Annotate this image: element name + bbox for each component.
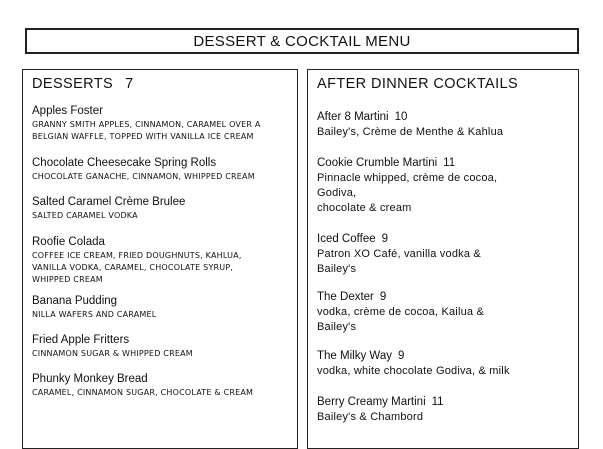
cocktail-item: [317, 232, 481, 277]
dessert-desc-line: NILLA WAFERS AND CARAMEL: [32, 310, 157, 319]
cocktail-name: Berry Creamy Martini: [317, 396, 426, 408]
dessert-name: Chocolate Cheesecake Spring Rolls: [32, 157, 217, 169]
dessert-desc-line: CHOCOLATE GANACHE, CINNAMON, WHIPPED CREAM: [32, 172, 255, 181]
cocktail-desc-line: Godiva,: [317, 187, 357, 199]
dessert-item: [32, 372, 253, 399]
cocktail-name: Iced Coffee: [317, 233, 376, 245]
dessert-desc-line: CARAMEL, CINNAMON SUGAR, CHOCOLATE & CREAM: [32, 388, 254, 397]
cocktail-price: 10: [394, 111, 408, 123]
dessert-item: [32, 235, 242, 286]
cocktail-desc-line: Bailey's: [317, 321, 357, 333]
desserts-heading: [32, 76, 134, 92]
dessert-desc-line: CINNAMON SUGAR & WHIPPED CREAM: [32, 349, 193, 358]
cocktail-item: [317, 395, 444, 425]
cocktail-desc-line: Pinnacle whipped, crème de cocoa,: [317, 172, 498, 184]
cocktail-name-line: [317, 290, 484, 305]
dessert-item: [32, 104, 261, 143]
dessert-desc-line: GRANNY SMITH APPLES, CINNAMON, CARAMEL OVER A: [32, 120, 261, 129]
dessert-item: [32, 294, 156, 321]
dessert-item: [32, 195, 185, 222]
cocktail-name-line: [317, 349, 510, 364]
cocktail-item: [317, 110, 503, 140]
cocktail-price: 11: [443, 157, 456, 169]
cocktail-desc-line: Patron XO Café, vanilla vodka &: [317, 248, 481, 260]
desserts-panel: [22, 69, 298, 449]
cocktails-panel: [307, 69, 579, 449]
cocktail-desc-line: Bailey's: [317, 263, 357, 275]
cocktails-heading-text: AFTER DINNER COCKTAILS: [317, 76, 519, 92]
dessert-desc-line: SALTED CARAMEL VODKA: [32, 211, 138, 220]
dessert-name: Phunky Monkey Bread: [32, 373, 148, 385]
cocktail-name: The Dexter: [317, 291, 374, 303]
cocktail-name-line: [317, 395, 444, 410]
cocktail-name-line: [317, 156, 497, 171]
cocktail-price: 9: [397, 350, 405, 362]
cocktail-name: The Milky Way: [317, 350, 392, 362]
menu-title: [25, 28, 579, 54]
dessert-name: Roofie Colada: [32, 236, 105, 248]
cocktails-heading: [317, 76, 518, 92]
dessert-item: [32, 333, 193, 360]
dessert-name: Apples Foster: [32, 105, 103, 117]
cocktail-desc-line: vodka, crème de cocoa, Kailua &: [317, 306, 485, 318]
dessert-item: [32, 156, 255, 183]
cocktail-price: 9: [379, 291, 387, 303]
dessert-desc-line: COFFEE ICE CREAM, FRIED DOUGHNUTS, KAHLUA,: [32, 251, 242, 260]
menu-title-text: DESSERT & COCKTAIL MENU: [193, 32, 411, 50]
cocktail-price: 9: [381, 233, 389, 245]
cocktail-name-line: [317, 110, 503, 125]
cocktail-price: 11: [431, 396, 444, 408]
cocktail-name-line: [317, 232, 481, 247]
cocktail-item: [317, 290, 484, 335]
dessert-desc-line: BELGIAN WAFFLE, TOPPED WITH VANILLA ICE CREAM: [32, 132, 254, 141]
cocktail-desc-line: chocolate & cream: [317, 202, 412, 214]
cocktail-desc-line: Bailey's, Crème de Menthe & Kahlua: [317, 126, 504, 138]
desserts-heading-text: DESSERTS: [32, 76, 114, 92]
cocktail-name: After 8 Martini: [317, 111, 389, 123]
dessert-name: Salted Caramel Crème Brulee: [32, 196, 186, 208]
desserts-price: 7: [125, 76, 134, 92]
cocktail-item: [317, 349, 510, 379]
dessert-desc-line: WHIPPED CREAM: [32, 275, 103, 284]
dessert-name: Banana Pudding: [32, 295, 118, 307]
cocktail-name: Cookie Crumble Martini: [317, 157, 438, 169]
cocktail-desc-line: Bailey's & Chambord: [317, 411, 424, 423]
dessert-name: Fried Apple Fritters: [32, 334, 130, 346]
cocktail-item: [317, 156, 497, 216]
cocktail-desc-line: vodka, white chocolate Godiva, & milk: [317, 365, 510, 377]
dessert-desc-line: VANILLA VODKA, CARAMEL, CHOCOLATE SYRUP,: [32, 263, 234, 272]
